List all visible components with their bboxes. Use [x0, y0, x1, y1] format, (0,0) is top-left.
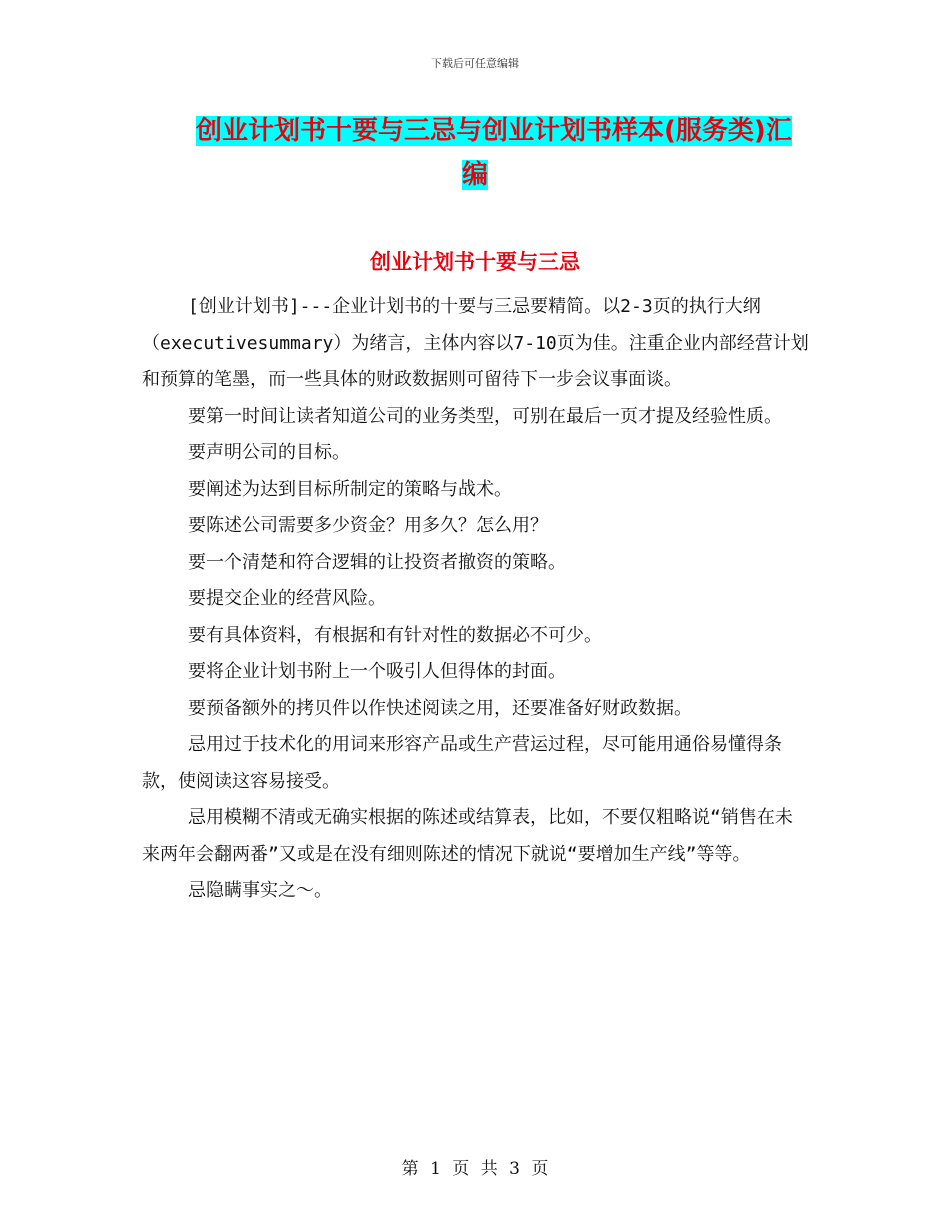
title-line-2-text: 编	[462, 160, 489, 190]
paragraph: 要预备额外的拷贝件以作快述阅读之用，还要准备好财政数据。	[188, 697, 692, 719]
title-line-1	[196, 106, 792, 156]
paragraph: 要陈述公司需要多少资金？用多久？怎么用？	[188, 515, 548, 536]
title-line-2	[462, 150, 488, 200]
paragraph: 要将企业计划书附上一个吸引人但得体的封面。	[188, 661, 566, 682]
paragraph: 要一个清楚和符合逻辑的让投资者撤资的策略。	[188, 551, 566, 573]
body-text	[142, 289, 810, 910]
paragraph: 要声明公司的目标。	[188, 442, 350, 463]
title-line-1-text: 创业计划书十要与三忌与创业计划书样本(服务类)汇	[196, 116, 792, 146]
section-heading: 创业计划书十要与三忌	[370, 250, 580, 274]
page-header: 下载后可任意编辑	[431, 57, 519, 70]
paragraph: 要阐述为达到目标所制定的策略与战术。	[188, 478, 512, 500]
paragraph: [创业计划书]---企业计划书的十要与三忌要精简。以2-3页的执行大纲（executivesummary）为绪言，主体内容以7-10页为佳。注重企业内部经营计划和预算的笔墨，而一些具体的财政数据则可留待下一步会议事面谈。	[142, 296, 809, 390]
paragraph: 忌用模糊不清或无确实根据的陈述或结算表，比如，不要仅粗略说“销售在未来两年会翻两番”又或是在没有细则陈述的情况下就说“要增加生产线”等等。	[142, 807, 793, 865]
paragraph: 要有具体资料，有根据和有针对性的数据必不可少。	[188, 624, 602, 646]
page-footer: 第 1 页 共 3 页	[401, 1159, 549, 1179]
paragraph: 忌隐瞒事实之～。	[188, 880, 332, 901]
paragraph: 要提交企业的经营风险。	[188, 588, 386, 609]
paragraph: 忌用过于技术化的用词来形容产品或生产营运过程，尽可能用通俗易懂得条款，使阅读这容易接受。	[142, 734, 782, 792]
paragraph: 要第一时间让读者知道公司的业务类型，可别在最后一页才提及经验性质。	[188, 405, 782, 427]
